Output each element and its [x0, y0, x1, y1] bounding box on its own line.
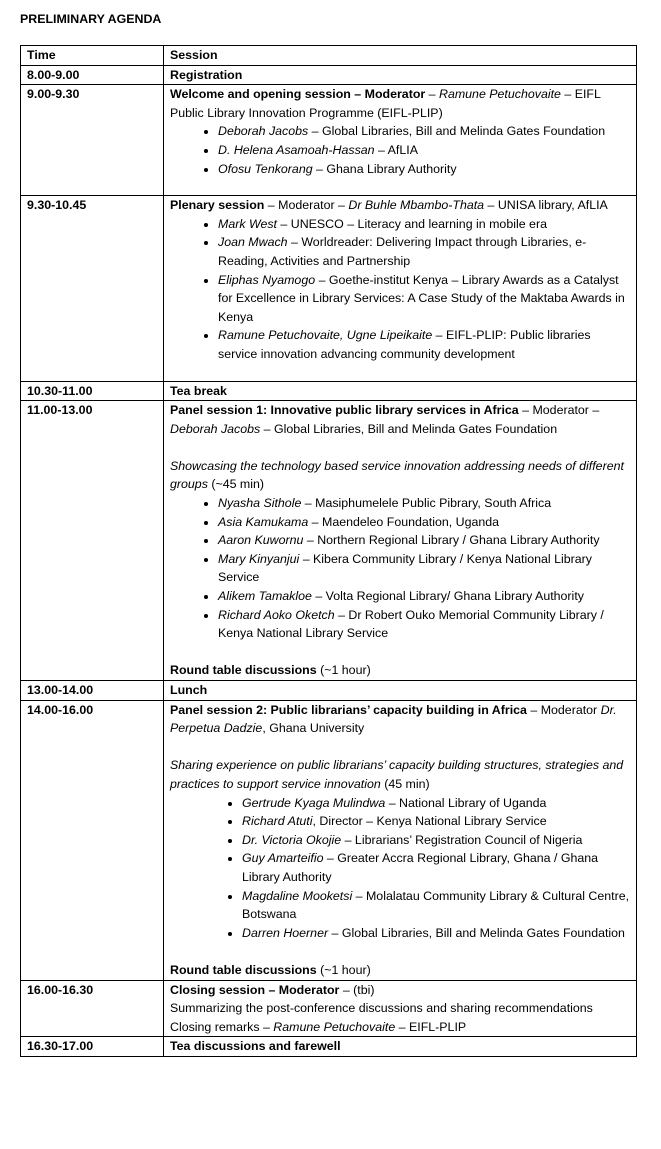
moderator-label: – Moderator – — [518, 403, 600, 418]
speaker-item — [218, 494, 630, 513]
session-title: Lunch — [170, 683, 208, 697]
agenda-row-panel-1 — [21, 401, 637, 681]
session-title: Closing session – Moderator — [170, 982, 340, 997]
session-description: Showcasing the technology based service innovation addressing needs of different groups — [170, 458, 624, 492]
speaker-name: Alikem Tamakloe — [218, 589, 312, 604]
speaker-item — [242, 887, 630, 924]
speaker-item — [218, 587, 630, 606]
speaker-name: Deborah Jacobs — [218, 124, 309, 139]
row-time: 13.00-14.00 — [21, 681, 164, 701]
speaker-item — [242, 924, 630, 943]
speaker-item — [218, 233, 630, 270]
speaker-name: Mark West — [218, 216, 277, 231]
moderator-affiliation: – EIFL Public Library Innovation Programme (EIFL-PLIP) — [170, 87, 601, 120]
closing-remarks-speaker: Ramune Petuchovaite — [273, 1019, 396, 1034]
speaker-affiliation: – Kibera Community Library / Kenya National Library Service — [218, 551, 592, 585]
agenda-row-lunch — [21, 681, 637, 701]
speaker-item — [218, 531, 630, 550]
row-session — [164, 85, 637, 196]
row-time: 9.00-9.30 — [21, 85, 164, 196]
row-time: 9.30-10.45 — [21, 196, 164, 381]
row-session — [164, 681, 637, 701]
speaker-item — [218, 215, 630, 234]
moderator-name: Dr. Perpetua Dadzie — [170, 702, 617, 736]
speaker-name: Joan Mwach — [218, 235, 288, 250]
speaker-topic: – Goethe-institut Kenya – Library Awards as a Catalyst for Excellence in Library Services: A Case Study of the Maktaba Awards in Kenya — [218, 272, 625, 324]
speaker-name: Richard Atuti — [242, 814, 313, 829]
speaker-name: D. Helena Asamoah-Hassan — [218, 142, 375, 157]
speaker-name: Nyasha Sithole — [218, 496, 302, 511]
speaker-name: Eliphas Nyamogo — [218, 272, 316, 287]
moderator-label: – Moderator — [526, 702, 601, 717]
speaker-item — [218, 271, 630, 327]
speaker-name: Aaron Kuwornu — [218, 533, 304, 548]
moderator-name: Dr Buhle Mbambo-Thata — [348, 198, 485, 213]
speaker-name: Guy Amarteifio — [242, 851, 324, 866]
row-session — [164, 401, 637, 681]
moderator-label: – Moderator – — [264, 198, 349, 213]
speaker-item — [218, 160, 630, 179]
speaker-list — [170, 122, 630, 178]
moderator-affiliation: – Global Libraries, Bill and Melinda Gates Foundation — [260, 421, 558, 436]
speaker-name: Mary Kinyanjui — [218, 551, 300, 566]
speaker-affiliation: – Molalatau Community Library & Cultural Centre, Botswana — [242, 888, 630, 922]
row-time: 10.30-11.00 — [21, 381, 164, 401]
time-column-header: Time — [21, 46, 164, 66]
speaker-affiliation: – Greater Accra Regional Library, Ghana / Ghana Library Authority — [242, 851, 599, 884]
speaker-list — [170, 494, 630, 643]
moderator-name: Deborah Jacobs — [170, 421, 261, 436]
separator: – — [425, 87, 439, 102]
speaker-item — [218, 141, 630, 160]
round-table-duration: (~1 hour) — [316, 663, 371, 678]
speaker-name: Asia Kamukama — [218, 514, 309, 529]
speaker-name: Ramune Petuchovaite, Ugne Lipeikaite — [218, 328, 433, 343]
speaker-name: Gertrude Kyaga Mulindwa — [242, 795, 386, 810]
row-time: 8.00-9.00 — [21, 65, 164, 85]
session-duration: (45 min) — [380, 776, 430, 791]
speaker-affiliation: – Masiphumelele Public Pibrary, South Africa — [301, 496, 552, 511]
speaker-affiliation: – National Library of Uganda — [385, 795, 547, 810]
session-title: Panel session 1: Innovative public library services in Africa — [170, 403, 519, 418]
speaker-list — [170, 794, 630, 943]
session-duration: (~45 min) — [207, 477, 265, 492]
agenda-row-registration — [21, 65, 637, 85]
row-session — [164, 700, 637, 980]
speaker-name: Darren Hoerner — [242, 925, 329, 940]
row-time: 16.30-17.00 — [21, 1037, 164, 1057]
session-title: Tea discussions and farewell — [170, 1039, 341, 1054]
speaker-item — [218, 326, 630, 363]
row-time: 16.00-16.30 — [21, 980, 164, 1037]
row-session — [164, 196, 637, 381]
speaker-item — [242, 849, 630, 886]
row-session — [164, 980, 637, 1037]
speaker-item — [242, 794, 630, 813]
moderator-name: Ramune Petuchovaite — [439, 87, 561, 102]
session-description: Sharing experience on public librarians’ capacity building structures, strategies and practices to support service innovation — [170, 758, 624, 791]
speaker-affiliation: – Maendeleo Foundation, Uganda — [308, 514, 500, 529]
moderator-affiliation: – UNISA library, AfLIA — [484, 198, 608, 213]
speaker-list — [170, 215, 630, 364]
speaker-name: Richard Aoko Oketch — [218, 607, 335, 622]
closing-summary: Summarizing the post-conference discussions and sharing recommendations — [170, 1001, 593, 1016]
speaker-item — [242, 812, 630, 831]
session-title: Plenary session — [170, 198, 265, 213]
speaker-affiliation: – AfLIA — [374, 142, 418, 157]
agenda-row-welcome — [21, 85, 637, 196]
speaker-affiliation: – Librarians’ Registration Council of Nigeria — [341, 832, 583, 847]
agenda-row-farewell — [21, 1037, 637, 1057]
table-header-row — [21, 46, 637, 66]
session-title: Panel session 2: Public librarians’ capacity building in Africa — [170, 702, 527, 717]
speaker-name: Dr. Victoria Okojie — [242, 832, 342, 847]
speaker-name: Ofosu Tenkorang — [218, 161, 313, 176]
speaker-name: Magdaline Mooketsi — [242, 888, 353, 903]
speaker-topic: – Worldreader: Delivering Impact through Libraries, e-Reading, Activities and Partnership — [218, 235, 587, 268]
session-title: Tea break — [170, 383, 227, 398]
row-time: 14.00-16.00 — [21, 700, 164, 980]
round-table-label: Round table discussions — [170, 663, 317, 678]
speaker-item — [242, 831, 630, 850]
closing-remarks-affiliation: – EIFL-PLIP — [395, 1019, 467, 1034]
speaker-topic: – EIFL-PLIP: Public libraries service innovation advancing community development — [218, 328, 591, 361]
session-title: Welcome and opening session – Moderator — [170, 87, 426, 102]
speaker-affiliation: – Global Libraries, Bill and Melinda Gates Foundation — [308, 124, 606, 139]
moderator-tbi: – (tbi) — [339, 982, 375, 997]
agenda-row-plenary — [21, 196, 637, 381]
session-column-header: Session — [164, 46, 637, 66]
round-table-label: Round table discussions — [170, 962, 317, 977]
agenda-table — [20, 45, 637, 1057]
speaker-affiliation: , Director – Kenya National Library Service — [312, 814, 547, 829]
agenda-row-closing — [21, 980, 637, 1037]
row-time: 11.00-13.00 — [21, 401, 164, 681]
speaker-affiliation: – Global Libraries, Bill and Melinda Gates Foundation — [328, 925, 625, 940]
closing-remarks-label: Closing remarks – — [170, 1019, 274, 1034]
speaker-affiliation: – Volta Regional Library/ Ghana Library Authority — [311, 589, 584, 604]
agenda-row-panel-2 — [21, 700, 637, 980]
document-title: PRELIMINARY AGENDA — [20, 12, 162, 26]
row-session — [164, 65, 637, 85]
speaker-item — [218, 550, 630, 587]
row-session — [164, 381, 637, 401]
speaker-affiliation: – Dr Robert Ouko Memorial Community Library / Kenya National Library Service — [218, 607, 604, 641]
round-table-duration: (~1 hour) — [316, 962, 371, 977]
agenda-row-tea-break — [21, 381, 637, 401]
speaker-affiliation: – Ghana Library Authority — [312, 161, 457, 176]
session-title: Registration — [170, 67, 243, 82]
speaker-affiliation: – Northern Regional Library / Ghana Library Authority — [303, 533, 600, 548]
speaker-topic: – UNESCO – Literacy and learning in mobile era — [276, 216, 547, 231]
speaker-item — [218, 122, 630, 141]
speaker-item — [218, 513, 630, 532]
speaker-item — [218, 606, 630, 643]
row-session — [164, 1037, 637, 1057]
moderator-affiliation: , Ghana University — [262, 721, 365, 736]
